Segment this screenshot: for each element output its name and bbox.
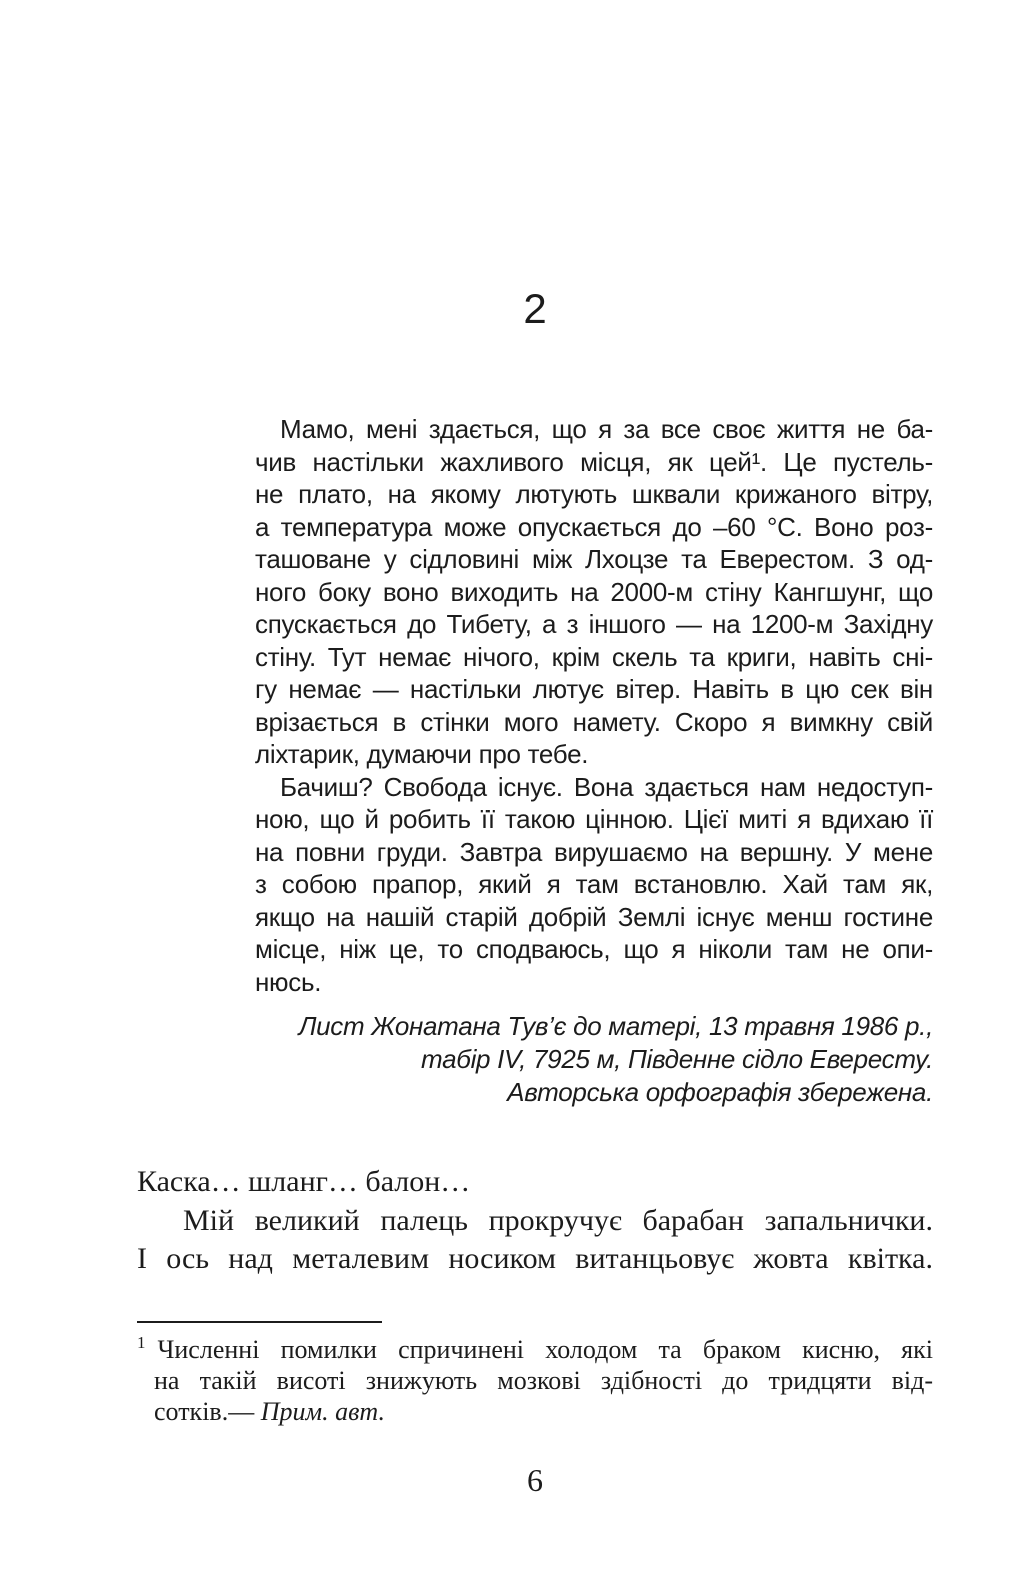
text-line: Мій великий палець прокручує барабан запальнички. xyxy=(183,1203,933,1237)
footnote-line xyxy=(137,1396,933,1427)
text-line: стіну. Тут немає нічого, крім скель та криги, навіть сні- xyxy=(255,641,933,672)
text-line: Бачиш? Свобода існує. Вона здається нам недоступ- xyxy=(280,771,933,802)
text-line: чив настільки жахливого місця, як цей¹. Це пустель- xyxy=(255,446,933,477)
text-line: ташоване у сідловині між Лхоцзе та Еверестом. З од- xyxy=(255,544,933,574)
text-line: на повни груди. Завтра вирушаємо на вершну. У мене xyxy=(255,836,933,867)
footnote-source: Прим. авт. xyxy=(260,1397,385,1426)
text-line: не плато, на якому лютують шквали крижаного вітру, xyxy=(255,479,933,509)
text-line: з собою прапор, який я там встановлю. Хай там як, xyxy=(255,869,933,899)
text-line: якщо на нашій старій добрій Землі існує менш гостине xyxy=(255,901,933,932)
text-line: ліхтарик, думаючи про тебе. xyxy=(255,739,589,769)
text-line: ного боку воно виходить на 2000-м стіну Кангшунг, що xyxy=(255,576,933,607)
letter-quote-block xyxy=(255,413,933,998)
text-line: ною, що й робить її такою цінною. Цієї миті я вдихаю її xyxy=(255,804,933,834)
text-line: Мамо, мені здається, що я за все своє життя не ба- xyxy=(280,414,933,444)
letter-paragraph xyxy=(255,413,933,771)
page-number: 6 xyxy=(527,1462,543,1498)
attribution-line: Авторська орфографія збережена. xyxy=(507,1077,933,1107)
attribution-line: табір IV, 7925 м, Південне сідло Евересту. xyxy=(421,1044,933,1074)
footnote-divider xyxy=(137,1321,382,1323)
text-line: місце, ніж це, то сподваюсь, що я ніколи там не опи- xyxy=(255,934,933,964)
footnote-block xyxy=(137,1334,933,1427)
body-text-block xyxy=(137,1163,933,1279)
text-line: І ось над металевим носиком витанцьовує жовта квітка. xyxy=(137,1242,933,1275)
letter-attribution xyxy=(255,1010,933,1109)
text-line: нюсь. xyxy=(255,966,322,997)
footnote-line xyxy=(137,1334,933,1365)
text-line: а температура може опускається до –60 °С. Воно роз- xyxy=(255,511,933,542)
text-line: спускається до Тибету, а з іншого — на 1200-м Західну xyxy=(255,609,933,639)
footnote-line: на такій висоті знижують мозкові здібності до тридцяти від- xyxy=(154,1366,933,1395)
attribution-line: Лист Жонатана Тув’є до матері, 13 травня 1986 р., xyxy=(298,1011,933,1041)
text-line: врізається в стінки мого намету. Скоро я вимкну свій xyxy=(255,706,933,737)
footnote-marker: 1 xyxy=(137,1333,146,1353)
footnote-text: сотків.— xyxy=(154,1397,261,1426)
letter-paragraph xyxy=(255,771,933,999)
chapter-number: 2 xyxy=(523,285,547,332)
footnote-text: Численні помилки спричинені холодом та браком кисню, які xyxy=(157,1335,933,1364)
text-line: Каска… шланг… балон… xyxy=(137,1165,471,1198)
text-line: гу немає — настільки лютує вітер. Навіть в цю сек він xyxy=(255,674,933,704)
